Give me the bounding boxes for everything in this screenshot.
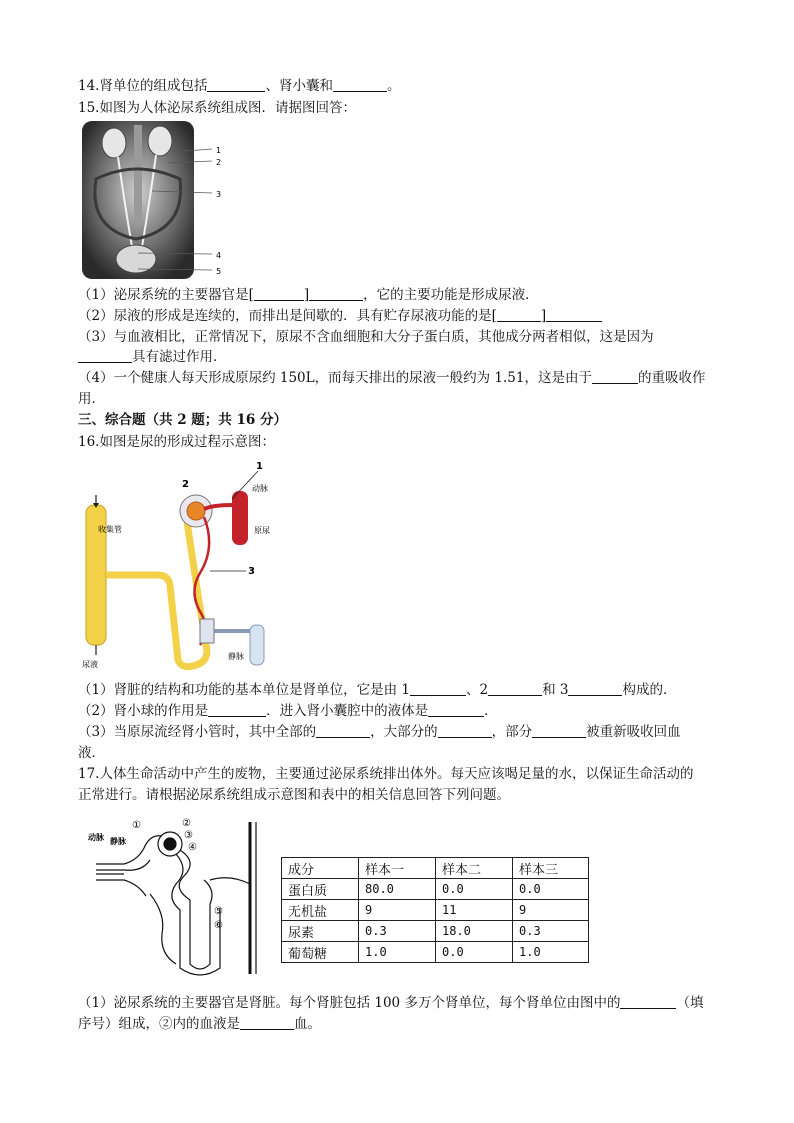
tubule [106,575,207,667]
artery [232,491,248,545]
label-urine: 尿液 [82,660,98,669]
answer-blank[interactable] [620,994,676,1009]
answer-blank[interactable] [254,286,304,301]
tubule-loop [179,850,212,969]
capillary-network [200,619,214,643]
label-c6: ⑥ [214,920,223,931]
q16-part1: （1）肾脏的结构和功能的基本单位是肾单位，它是由 1 、2 和 3 构成的． [78,682,677,698]
vein [250,625,264,665]
q15-part4-cont: 用． [78,391,105,407]
label-3: 3 [216,190,222,199]
answer-blank[interactable] [309,286,363,301]
label-artery: 动脉 [88,833,104,842]
q17-part1-cont: 序号）组成，②内的血液是 血。 [78,1016,321,1032]
label-collecting-duct: 收集管 [98,525,122,534]
label-artery: 动脉 [252,484,268,493]
answer-blank[interactable] [208,702,266,717]
q14-line: 14.肾单位的组成包括 、肾小囊和 。 [78,78,401,94]
left-kidney [102,128,126,158]
label-5: 5 [216,267,222,276]
q15-part1: （1）泌尿系统的主要器官是[ ] ，它的主要功能是形成尿液． [78,287,539,303]
q17-part1: （1）泌尿系统的主要器官是肾脏。每个肾脏包括 100 多万个肾单位，每个肾单位由图中的 （填 [78,995,704,1011]
label-vein: 静脉 [228,652,244,661]
urine-formation-figure [78,455,278,677]
label-n2: 2 [182,479,189,490]
label-raw-urine: 原尿 [254,526,270,535]
label-c3: ③ [184,830,193,841]
q17-title-2: 正常进行。请根据泌尿系统组成示意图和表中的相关信息回答下列问题。 [78,787,510,803]
q16-title: 16.如图是尿的形成过程示意图： [78,434,275,450]
label-c2: ② [182,818,191,829]
answer-blank[interactable] [592,369,638,384]
answer-blank[interactable] [240,1015,294,1030]
answer-blank[interactable] [497,307,541,322]
q16-part2: （2）肾小球的作用是 ．进入肾小囊腔中的液体是 ． [78,703,498,719]
table-header-row: 成分 样本一 样本二 样本三 [282,858,589,879]
sample-table [281,857,589,963]
q15-part4: （4）一个健康人每天形成原尿约 150L，而每天排出的尿液一般约为 1.51，这是由于 的重吸收作 [78,370,706,386]
q15-part2: （2）尿液的形成是连续的，而排出是间歇的．具有贮存尿液功能的是[ ] [78,307,602,325]
answer-blank[interactable] [410,681,466,696]
q15-part3: （3）与血液相比，正常情况下，原尿不含血细胞和大分子蛋白质，其他成分两者相似，这是因为 [78,329,654,345]
glomerulus [187,502,205,520]
answer-blank[interactable] [316,723,370,738]
answer-blank[interactable] [78,348,132,363]
label-c5: ⑤ [214,906,223,917]
q17-title-1: 17.人体生命活动中产生的废物，主要通过泌尿系统排出体外。每天应该喝足量的水，以保证生命活动的 [78,766,694,782]
answer-blank[interactable] [333,77,387,92]
section-heading: 三、综合题（共 2 题；共 16 分） [78,412,287,428]
label-4: 4 [216,251,222,260]
answer-blank[interactable] [488,681,542,696]
answer-blank[interactable] [428,702,484,717]
answer-blank[interactable] [568,681,622,696]
q16-part3: （3）当原尿流经肾小管时，其中全部的 ，大部分的 ，部分 被重新吸收回血 [78,724,681,740]
label-2: 2 [216,158,222,167]
label-c4: ④ [188,842,197,853]
label-vein: 静脉 [110,837,126,846]
q15-title: 15.如图为人体泌尿系统组成图．请据图回答： [78,100,356,116]
label-c1: ① [132,820,141,831]
nephron-figure [80,814,270,979]
q16-part3-cont: 液． [78,745,105,761]
right-kidney [148,126,172,156]
urinary-system-figure [76,119,236,283]
label-n1: 1 [256,461,263,472]
vessel [134,125,142,225]
table-row: 蛋白质 80.0 0.0 0.0 [282,879,589,900]
answer-blank[interactable] [546,307,602,322]
label-1: 1 [216,146,222,155]
answer-blank[interactable] [207,77,265,92]
label-n3: 3 [248,566,255,577]
answer-blank[interactable] [532,723,586,738]
glomerulus-circle [164,838,176,850]
table-row: 尿素 0.3 18.0 0.3 [282,921,589,942]
table-row: 葡萄糖 1.0 0.0 1.0 [282,942,589,963]
q15-part3-cont: 具有滤过作用． [78,348,227,366]
answer-blank[interactable] [438,723,492,738]
table-row: 无机盐 9 11 9 [282,900,589,921]
